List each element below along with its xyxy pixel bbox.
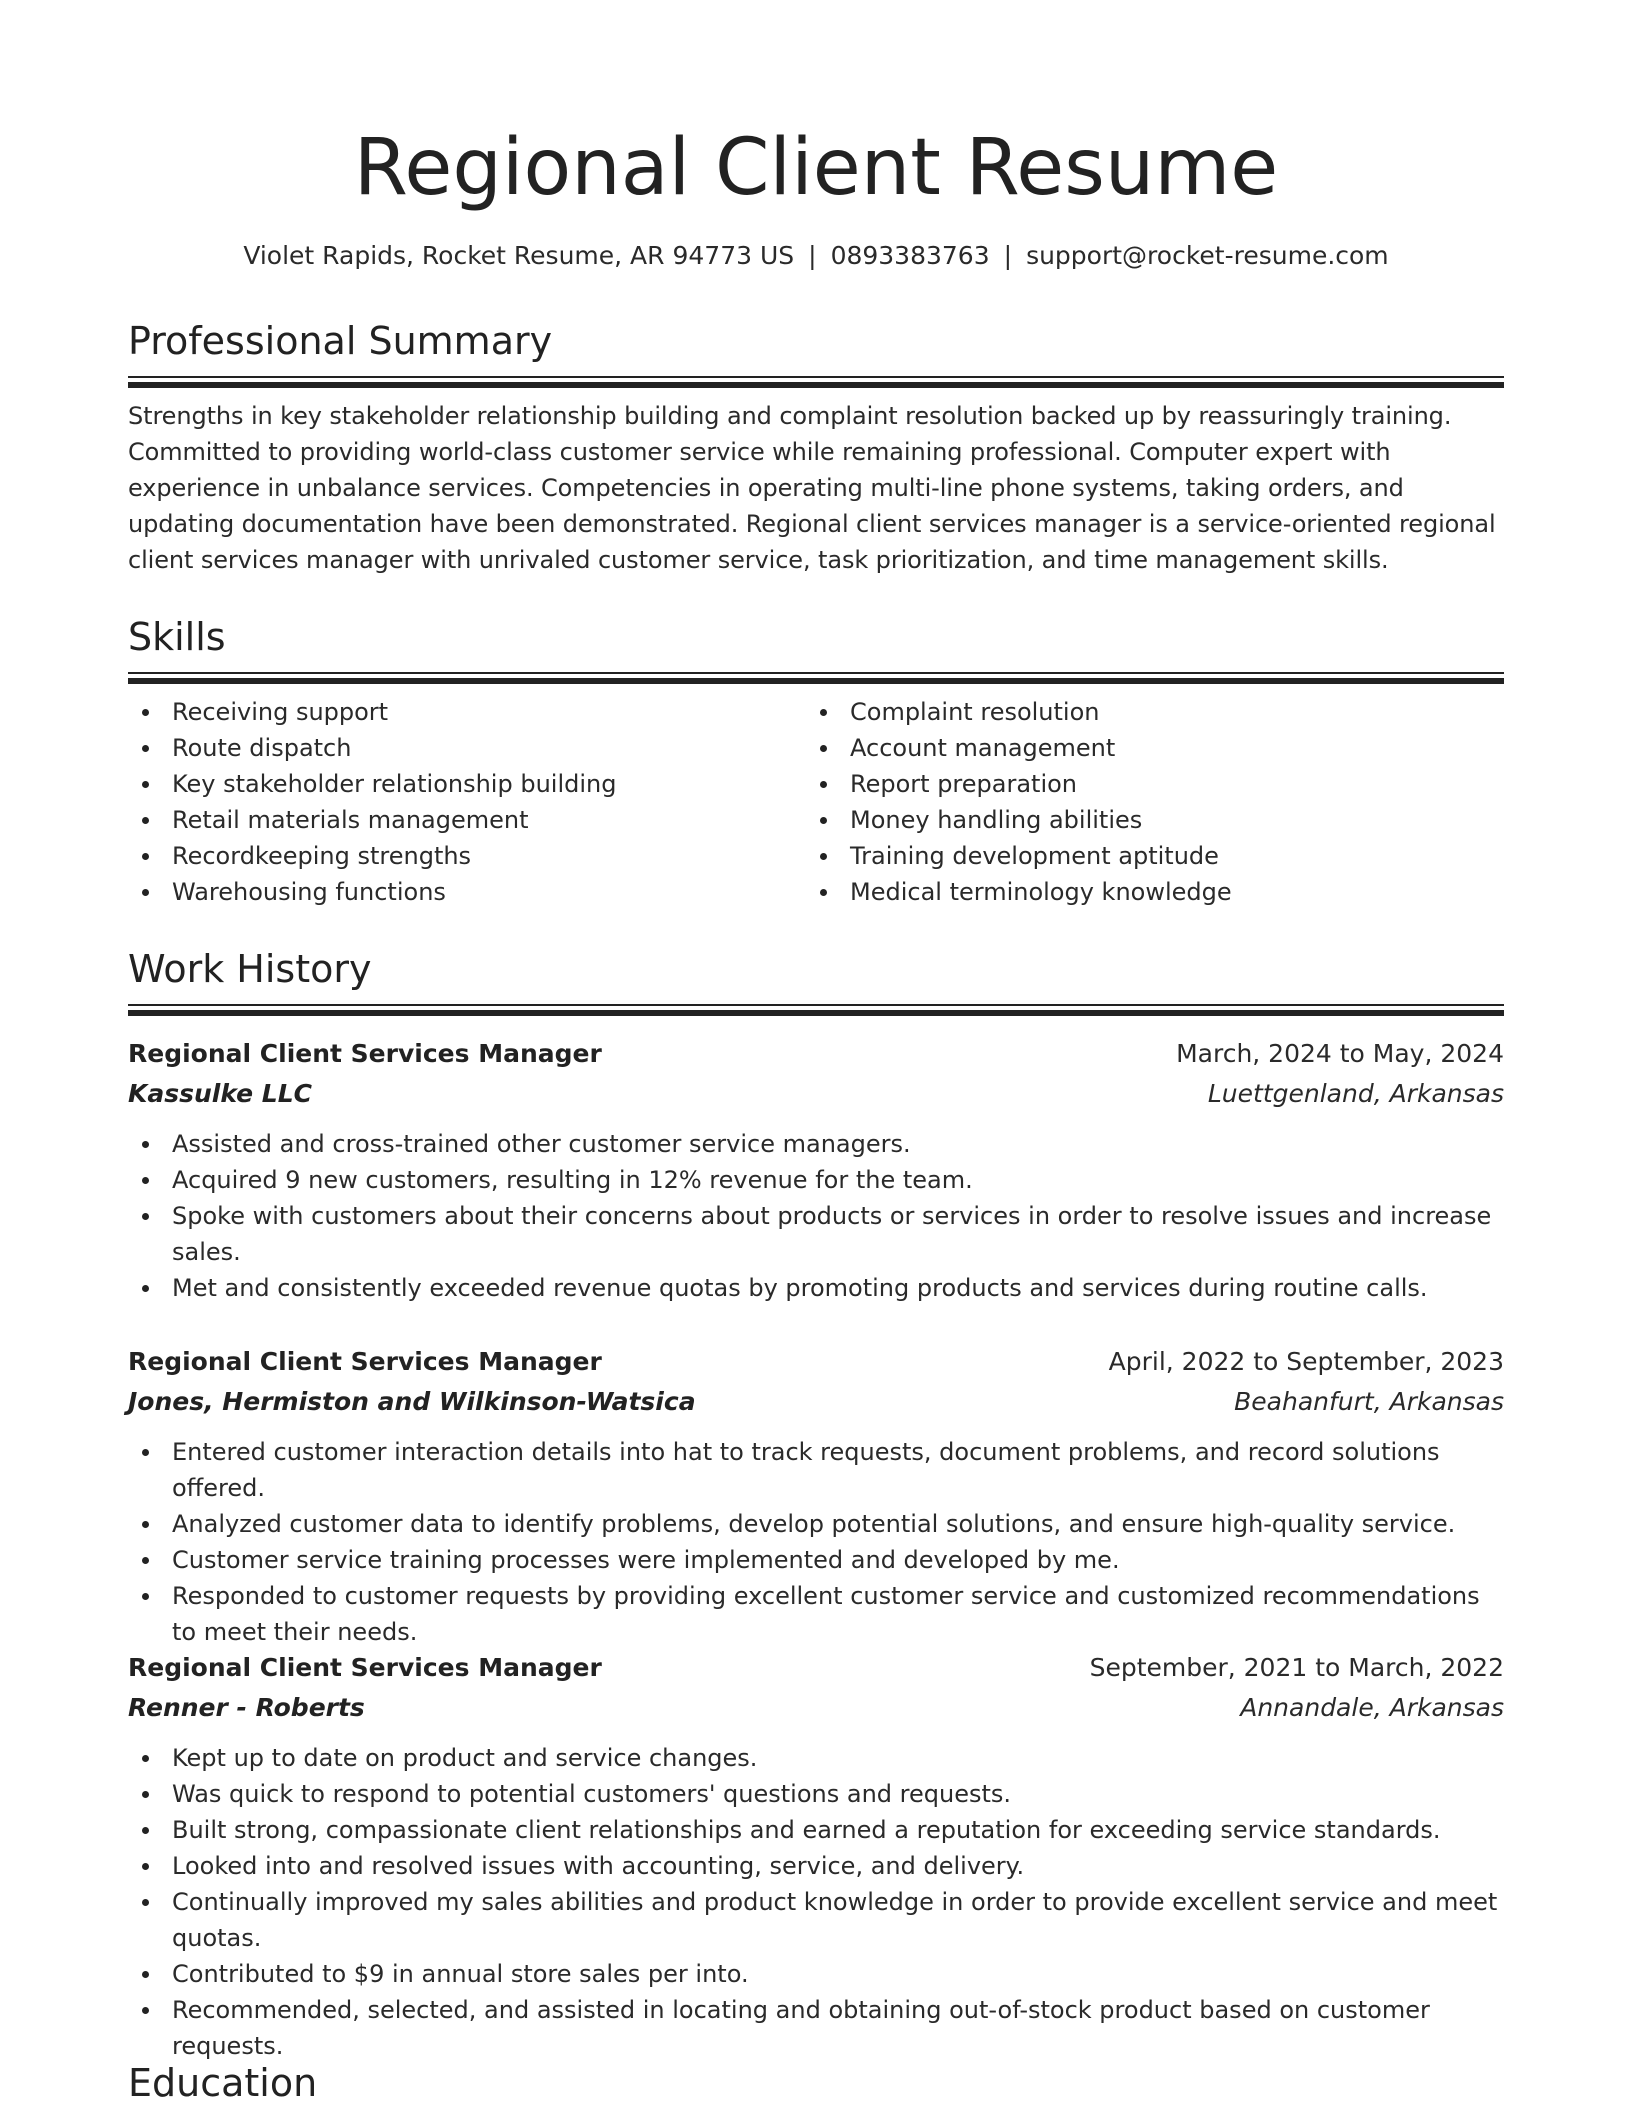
- education-section: [128, 2058, 1504, 2108]
- job-location: Annandale, Arkansas: [1240, 1693, 1504, 1722]
- resume-page: [128, 0, 1504, 2112]
- job-bullet: Built strong, compassionate client relationships and earned a reputation for exceeding service standards.: [128, 1812, 1504, 1848]
- job-header-row: [128, 1034, 1504, 1074]
- job-bullet: Assisted and cross-trained other customer service managers.: [128, 1126, 1504, 1162]
- job-dates: April, 2022 to September, 2023: [1108, 1347, 1504, 1376]
- document-title: Regional Client Resume: [353, 123, 1279, 213]
- skill-item: Warehousing functions: [128, 874, 806, 910]
- job-bullets: [128, 1126, 1504, 1306]
- job-bullet: Recommended, selected, and assisted in locating and obtaining out-of-stock product based on customer requests.: [128, 1992, 1504, 2064]
- skill-item: Medical terminology knowledge: [806, 874, 1484, 910]
- job-header-row: [128, 1342, 1504, 1382]
- contact-separator: |: [1003, 241, 1013, 270]
- summary-heading: Professional Summary: [128, 319, 553, 363]
- job-bullet: Looked into and resolved issues with accounting, service, and delivery.: [128, 1848, 1504, 1884]
- job-company: Kassulke LLC: [128, 1079, 312, 1108]
- education-heading: Education: [128, 2061, 318, 2105]
- job-title: Regional Client Services Manager: [128, 1347, 602, 1376]
- job-entry: [128, 1648, 1504, 2064]
- job-company: Jones, Hermiston and Wilkinson-Watsica: [128, 1387, 696, 1416]
- skill-item: Recordkeeping strengths: [128, 838, 806, 874]
- job-location: Luettgenland, Arkansas: [1207, 1079, 1504, 1108]
- job-entry: [128, 1034, 1504, 1306]
- job-dates: March, 2024 to May, 2024: [1176, 1039, 1504, 1068]
- skill-item: Key stakeholder relationship building: [128, 766, 806, 802]
- job-bullet: Spoke with customers about their concerns about products or services in order to resolve issues and increase sales.: [128, 1198, 1504, 1270]
- job-bullet: Met and consistently exceeded revenue quotas by promoting products and services during routine calls.: [128, 1270, 1504, 1306]
- job-title: Regional Client Services Manager: [128, 1039, 602, 1068]
- skill-item: Account management: [806, 730, 1484, 766]
- job-bullet: Analyzed customer data to identify problems, develop potential solutions, and ensure high-quality service.: [128, 1506, 1504, 1542]
- job-bullets: [128, 1434, 1504, 1650]
- job-bullet: Acquired 9 new customers, resulting in 12% revenue for the team.: [128, 1162, 1504, 1198]
- skills-columns: [128, 694, 1504, 910]
- section-divider: [128, 672, 1504, 686]
- skill-item: Complaint resolution: [806, 694, 1484, 730]
- skill-item: Training development aptitude: [806, 838, 1484, 874]
- job-company-row: [128, 1382, 1504, 1422]
- skills-heading: Skills: [128, 615, 226, 659]
- job-company-row: [128, 1688, 1504, 1728]
- job-company: Renner - Roberts: [128, 1693, 365, 1722]
- skill-item: Report preparation: [806, 766, 1484, 802]
- job-location: Beahanfurt, Arkansas: [1234, 1387, 1504, 1416]
- job-bullet: Contributed to $9 in annual store sales per into.: [128, 1956, 1504, 1992]
- job-bullets: [128, 1740, 1504, 2064]
- contact-separator: |: [808, 241, 817, 270]
- contact-phone: 0893383763: [830, 241, 990, 270]
- job-dates: September, 2021 to March, 2022: [1089, 1653, 1504, 1682]
- skills-section: [128, 612, 1504, 910]
- work-history-section: [128, 944, 1504, 1018]
- skill-item: Receiving support: [128, 694, 806, 730]
- skill-item: Retail materials management: [128, 802, 806, 838]
- contact-address: Violet Rapids, Rocket Resume, AR 94773 US: [243, 241, 795, 270]
- summary-section: [128, 316, 1504, 578]
- skill-item: Money handling abilities: [806, 802, 1484, 838]
- summary-text: Strengths in key stakeholder relationship building and complaint resolution backed up by reassuringly training. Committed to providing world-class customer service while remaining professional. Computer expert with experience in unbalance services. Competencies in operating multi-line phone systems, taking orders, and updating documentation have been demonstrated. Regional client services manager is a service-oriented regional client services manager with unrivaled customer service, task prioritization, and time management skills.: [128, 402, 1496, 574]
- work-history-heading: Work History: [128, 947, 372, 991]
- skills-list-left: [128, 694, 806, 910]
- job-bullet: Entered customer interaction details into hat to track requests, document problems, and record solutions offered.: [128, 1434, 1504, 1506]
- job-entry: [128, 1342, 1504, 1650]
- job-bullet: Customer service training processes were implemented and developed by me.: [128, 1542, 1504, 1578]
- job-bullet: Was quick to respond to potential customers' questions and requests.: [128, 1776, 1504, 1812]
- job-header-row: [128, 1648, 1504, 1688]
- job-title: Regional Client Services Manager: [128, 1653, 602, 1682]
- section-divider: [128, 1004, 1504, 1018]
- job-bullet: Kept up to date on product and service changes.: [128, 1740, 1504, 1776]
- section-divider: [128, 376, 1504, 390]
- skills-list-right: [806, 694, 1484, 910]
- skill-item: Route dispatch: [128, 730, 806, 766]
- job-company-row: [128, 1074, 1504, 1114]
- job-bullet: Responded to customer requests by providing excellent customer service and customized recommendations to meet their needs.: [128, 1578, 1504, 1650]
- job-bullet: Continually improved my sales abilities and product knowledge in order to provide excellent service and meet quotas.: [128, 1884, 1504, 1956]
- contact-email: support@rocket-resume.com: [1026, 241, 1389, 270]
- contact-line: [128, 238, 1504, 274]
